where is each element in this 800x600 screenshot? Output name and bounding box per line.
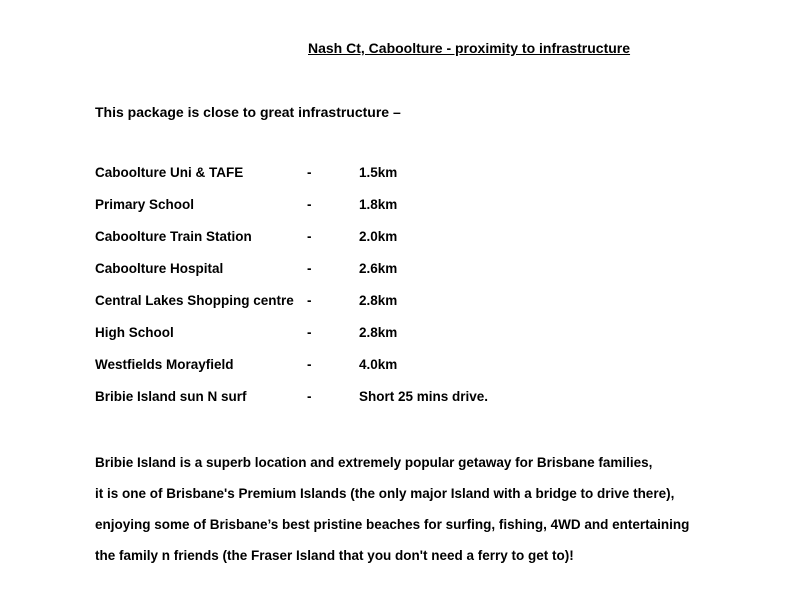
place-name: Central Lakes Shopping centre (95, 293, 294, 308)
separator-dash: - (307, 357, 312, 372)
separator-dash: - (307, 197, 312, 212)
separator-dash: - (307, 229, 312, 244)
place-name: Primary School (95, 197, 195, 212)
list-item (95, 389, 695, 421)
description-line: enjoying some of Brisbane’s best pristine beaches for surfing, fishing, 4WD and entertaining (95, 517, 690, 532)
place-name: Bribie Island sun N surf (95, 389, 247, 404)
list-item (95, 197, 695, 229)
page-title: Nash Ct, Caboolture - proximity to infrastructure (308, 40, 631, 56)
list-item (95, 229, 695, 261)
list-item (95, 261, 695, 293)
place-name: Caboolture Hospital (95, 261, 224, 276)
list-item (95, 325, 695, 357)
list-item (95, 357, 695, 389)
description-line: the family n friends (the Fraser Island that you don't need a ferry to get to)! (95, 548, 574, 563)
distance-value: 2.6km (359, 261, 398, 276)
description-paragraph (95, 455, 785, 579)
distance-value: 2.8km (359, 293, 398, 308)
distance-value: 1.8km (359, 197, 398, 212)
separator-dash: - (307, 293, 312, 308)
intro-text: This package is close to great infrastructure – (95, 104, 401, 120)
separator-dash: - (307, 261, 312, 276)
description-line: it is one of Brisbane's Premium Islands (the only major Island with a bridge to drive there), (95, 486, 675, 501)
proximity-list (95, 165, 695, 421)
list-item (95, 165, 695, 197)
place-name: Caboolture Uni & TAFE (95, 165, 244, 180)
distance-value: 4.0km (359, 357, 398, 372)
description-line: Bribie Island is a superb location and extremely popular getaway for Brisbane families, (95, 455, 653, 470)
place-name: Caboolture Train Station (95, 229, 252, 244)
separator-dash: - (307, 389, 312, 404)
distance-value: 2.0km (359, 229, 398, 244)
distance-value: 1.5km (359, 165, 398, 180)
separator-dash: - (307, 325, 312, 340)
list-item (95, 293, 695, 325)
distance-value: 2.8km (359, 325, 398, 340)
place-name: Westfields Morayfield (95, 357, 234, 372)
distance-value: Short 25 mins drive. (359, 389, 489, 404)
place-name: High School (95, 325, 174, 340)
separator-dash: - (307, 165, 312, 180)
